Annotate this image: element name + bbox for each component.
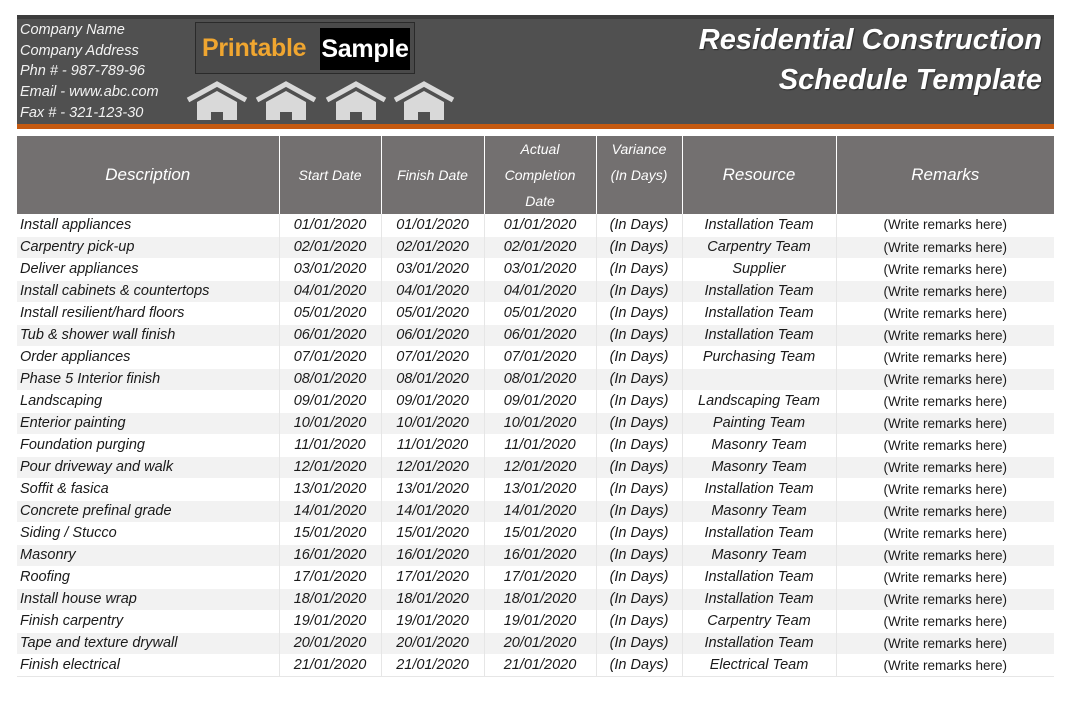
finish-date-cell[interactable]: 01/01/2020 bbox=[381, 214, 484, 236]
table-row bbox=[17, 544, 1054, 566]
header-text: Actual bbox=[520, 141, 560, 157]
table-row bbox=[17, 302, 1054, 324]
table-row bbox=[17, 346, 1054, 368]
remarks-cell[interactable]: (Write remarks here) bbox=[836, 632, 1054, 654]
variance-cell[interactable]: (In Days) bbox=[596, 390, 682, 412]
col-header-actual-completion-date bbox=[484, 136, 596, 214]
table-row bbox=[17, 610, 1054, 632]
variance-cell[interactable]: (In Days) bbox=[596, 632, 682, 654]
variance-cell[interactable]: (In Days) bbox=[596, 236, 682, 258]
start-date-cell[interactable]: 02/01/2020 bbox=[279, 236, 381, 258]
title-line-1: Residential Construction bbox=[698, 24, 1042, 56]
house-icon bbox=[324, 80, 388, 120]
resource-cell[interactable]: Installation Team bbox=[682, 588, 836, 610]
actual-completion-date-cell[interactable]: 12/01/2020 bbox=[484, 456, 596, 478]
table-header-row bbox=[17, 136, 1054, 214]
task-description[interactable]: Phase 5 Interior finish bbox=[17, 368, 279, 390]
resource-cell[interactable]: Installation Team bbox=[682, 522, 836, 544]
resource-cell[interactable]: Installation Team bbox=[682, 280, 836, 302]
task-description[interactable]: Finish carpentry bbox=[17, 610, 279, 632]
remarks-cell[interactable]: (Write remarks here) bbox=[836, 434, 1054, 456]
finish-date-cell[interactable]: 14/01/2020 bbox=[381, 500, 484, 522]
start-date-cell[interactable]: 17/01/2020 bbox=[279, 566, 381, 588]
finish-date-cell[interactable]: 05/01/2020 bbox=[381, 302, 484, 324]
col-header-description: Description bbox=[17, 136, 279, 214]
start-date-cell[interactable]: 18/01/2020 bbox=[279, 588, 381, 610]
variance-cell[interactable]: (In Days) bbox=[596, 544, 682, 566]
title-line-2: Schedule Template bbox=[778, 64, 1042, 96]
variance-cell[interactable]: (In Days) bbox=[596, 500, 682, 522]
remarks-cell[interactable]: (Write remarks here) bbox=[836, 478, 1054, 500]
resource-cell[interactable] bbox=[682, 368, 836, 390]
resource-cell[interactable]: Electrical Team bbox=[682, 654, 836, 676]
logo-text-sample: Sample bbox=[320, 28, 410, 70]
start-date-cell[interactable]: 11/01/2020 bbox=[279, 434, 381, 456]
resource-cell[interactable]: Masonry Team bbox=[682, 434, 836, 456]
finish-date-cell[interactable]: 09/01/2020 bbox=[381, 390, 484, 412]
finish-date-cell[interactable]: 11/01/2020 bbox=[381, 434, 484, 456]
remarks-cell[interactable]: (Write remarks here) bbox=[836, 390, 1054, 412]
finish-date-cell[interactable]: 13/01/2020 bbox=[381, 478, 484, 500]
task-description[interactable]: Install cabinets & countertops bbox=[17, 280, 279, 302]
remarks-cell[interactable]: (Write remarks here) bbox=[836, 566, 1054, 588]
actual-completion-date-cell[interactable]: 17/01/2020 bbox=[484, 566, 596, 588]
task-description[interactable]: Pour driveway and walk bbox=[17, 456, 279, 478]
start-date-cell[interactable]: 20/01/2020 bbox=[279, 632, 381, 654]
remarks-cell[interactable]: (Write remarks here) bbox=[836, 544, 1054, 566]
company-fax: Fax # - 321-123-30 bbox=[20, 104, 144, 121]
actual-completion-date-cell[interactable]: 01/01/2020 bbox=[484, 214, 596, 236]
table-row bbox=[17, 654, 1054, 676]
company-info bbox=[20, 20, 159, 124]
remarks-cell[interactable]: (Write remarks here) bbox=[836, 500, 1054, 522]
house-icon bbox=[392, 80, 456, 120]
variance-cell[interactable]: (In Days) bbox=[596, 588, 682, 610]
resource-cell[interactable]: Masonry Team bbox=[682, 456, 836, 478]
variance-cell[interactable]: (In Days) bbox=[596, 214, 682, 236]
actual-completion-date-cell[interactable]: 15/01/2020 bbox=[484, 522, 596, 544]
finish-date-cell[interactable]: 17/01/2020 bbox=[381, 566, 484, 588]
table-row bbox=[17, 500, 1054, 522]
resource-cell[interactable]: Installation Team bbox=[682, 302, 836, 324]
start-date-cell[interactable]: 12/01/2020 bbox=[279, 456, 381, 478]
start-date-cell[interactable]: 13/01/2020 bbox=[279, 478, 381, 500]
actual-completion-date-cell[interactable]: 02/01/2020 bbox=[484, 236, 596, 258]
resource-cell[interactable]: Purchasing Team bbox=[682, 346, 836, 368]
resource-cell[interactable]: Carpentry Team bbox=[682, 610, 836, 632]
remarks-cell[interactable]: (Write remarks here) bbox=[836, 522, 1054, 544]
variance-cell[interactable]: (In Days) bbox=[596, 280, 682, 302]
start-date-cell[interactable]: 03/01/2020 bbox=[279, 258, 381, 280]
task-description[interactable]: Concrete prefinal grade bbox=[17, 500, 279, 522]
remarks-cell[interactable]: (Write remarks here) bbox=[836, 456, 1054, 478]
remarks-cell[interactable]: (Write remarks here) bbox=[836, 368, 1054, 390]
remarks-cell[interactable]: (Write remarks here) bbox=[836, 280, 1054, 302]
finish-date-cell[interactable]: 04/01/2020 bbox=[381, 280, 484, 302]
resource-cell[interactable]: Masonry Team bbox=[682, 544, 836, 566]
start-date-cell[interactable]: 21/01/2020 bbox=[279, 654, 381, 676]
start-date-cell[interactable]: 14/01/2020 bbox=[279, 500, 381, 522]
start-date-cell[interactable]: 06/01/2020 bbox=[279, 324, 381, 346]
start-date-cell[interactable]: 01/01/2020 bbox=[279, 214, 381, 236]
resource-cell[interactable]: Painting Team bbox=[682, 412, 836, 434]
house-icon bbox=[254, 80, 318, 120]
document-title bbox=[699, 20, 1042, 100]
resource-cell[interactable]: Installation Team bbox=[682, 632, 836, 654]
start-date-cell[interactable]: 19/01/2020 bbox=[279, 610, 381, 632]
actual-completion-date-cell[interactable]: 03/01/2020 bbox=[484, 258, 596, 280]
remarks-cell[interactable]: (Write remarks here) bbox=[836, 214, 1054, 236]
task-description[interactable]: Soffit & fasica bbox=[17, 478, 279, 500]
col-header-remarks: Remarks bbox=[836, 136, 1054, 214]
remarks-cell[interactable]: (Write remarks here) bbox=[836, 412, 1054, 434]
table-row bbox=[17, 390, 1054, 412]
actual-completion-date-cell[interactable]: 11/01/2020 bbox=[484, 434, 596, 456]
resource-cell[interactable]: Installation Team bbox=[682, 324, 836, 346]
table-row bbox=[17, 434, 1054, 456]
actual-completion-date-cell[interactable]: 14/01/2020 bbox=[484, 500, 596, 522]
resource-cell[interactable]: Carpentry Team bbox=[682, 236, 836, 258]
table-row bbox=[17, 588, 1054, 610]
finish-date-cell[interactable]: 19/01/2020 bbox=[381, 610, 484, 632]
house-icon bbox=[185, 80, 249, 120]
variance-cell[interactable]: (In Days) bbox=[596, 478, 682, 500]
start-date-cell[interactable]: 15/01/2020 bbox=[279, 522, 381, 544]
task-description[interactable]: Enterior painting bbox=[17, 412, 279, 434]
task-description[interactable]: Tape and texture drywall bbox=[17, 632, 279, 654]
remarks-cell[interactable]: (Write remarks here) bbox=[836, 588, 1054, 610]
logo bbox=[195, 22, 415, 74]
task-description[interactable]: Landscaping bbox=[17, 390, 279, 412]
task-description[interactable]: Siding / Stucco bbox=[17, 522, 279, 544]
table-row bbox=[17, 280, 1054, 302]
resource-cell[interactable]: Masonry Team bbox=[682, 500, 836, 522]
table-row bbox=[17, 412, 1054, 434]
table-row bbox=[17, 324, 1054, 346]
finish-date-cell[interactable]: 15/01/2020 bbox=[381, 522, 484, 544]
remarks-cell[interactable]: (Write remarks here) bbox=[836, 610, 1054, 632]
header-text: (In Days) bbox=[610, 167, 668, 183]
finish-date-cell[interactable]: 12/01/2020 bbox=[381, 456, 484, 478]
finish-date-cell[interactable]: 06/01/2020 bbox=[381, 324, 484, 346]
task-description[interactable]: Install resilient/hard floors bbox=[17, 302, 279, 324]
actual-completion-date-cell[interactable]: 21/01/2020 bbox=[484, 654, 596, 676]
actual-completion-date-cell[interactable]: 09/01/2020 bbox=[484, 390, 596, 412]
start-date-cell[interactable]: 05/01/2020 bbox=[279, 302, 381, 324]
actual-completion-date-cell[interactable]: 20/01/2020 bbox=[484, 632, 596, 654]
finish-date-cell[interactable]: 10/01/2020 bbox=[381, 412, 484, 434]
start-date-cell[interactable]: 09/01/2020 bbox=[279, 390, 381, 412]
col-header-resource: Resource bbox=[682, 136, 836, 214]
start-date-cell[interactable]: 04/01/2020 bbox=[279, 280, 381, 302]
task-description[interactable]: Install house wrap bbox=[17, 588, 279, 610]
remarks-cell[interactable]: (Write remarks here) bbox=[836, 324, 1054, 346]
table-row bbox=[17, 368, 1054, 390]
task-description[interactable]: Install appliances bbox=[17, 214, 279, 236]
table-row bbox=[17, 456, 1054, 478]
remarks-cell[interactable]: (Write remarks here) bbox=[836, 346, 1054, 368]
table-row bbox=[17, 632, 1054, 654]
col-header-finish-date: Finish Date bbox=[381, 136, 484, 214]
variance-cell[interactable]: (In Days) bbox=[596, 434, 682, 456]
variance-cell[interactable]: (In Days) bbox=[596, 368, 682, 390]
finish-date-cell[interactable]: 07/01/2020 bbox=[381, 346, 484, 368]
start-date-cell[interactable]: 08/01/2020 bbox=[279, 368, 381, 390]
table-row bbox=[17, 214, 1054, 236]
col-header-variance bbox=[596, 136, 682, 214]
task-description[interactable]: Order appliances bbox=[17, 346, 279, 368]
table-row bbox=[17, 522, 1054, 544]
table-row bbox=[17, 236, 1054, 258]
resource-cell[interactable]: Supplier bbox=[682, 258, 836, 280]
actual-completion-date-cell[interactable]: 16/01/2020 bbox=[484, 544, 596, 566]
actual-completion-date-cell[interactable]: 05/01/2020 bbox=[484, 302, 596, 324]
accent-stripe bbox=[17, 124, 1054, 129]
actual-completion-date-cell[interactable]: 08/01/2020 bbox=[484, 368, 596, 390]
actual-completion-date-cell[interactable]: 10/01/2020 bbox=[484, 412, 596, 434]
col-header-start-date: Start Date bbox=[279, 136, 381, 214]
finish-date-cell[interactable]: 20/01/2020 bbox=[381, 632, 484, 654]
start-date-cell[interactable]: 16/01/2020 bbox=[279, 544, 381, 566]
finish-date-cell[interactable]: 02/01/2020 bbox=[381, 236, 484, 258]
start-date-cell[interactable]: 10/01/2020 bbox=[279, 412, 381, 434]
variance-cell[interactable]: (In Days) bbox=[596, 456, 682, 478]
finish-date-cell[interactable]: 08/01/2020 bbox=[381, 368, 484, 390]
table-row bbox=[17, 258, 1054, 280]
task-description[interactable]: Finish electrical bbox=[17, 654, 279, 676]
task-description[interactable]: Foundation purging bbox=[17, 434, 279, 456]
finish-date-cell[interactable]: 16/01/2020 bbox=[381, 544, 484, 566]
start-date-cell[interactable]: 07/01/2020 bbox=[279, 346, 381, 368]
task-description[interactable]: Roofing bbox=[17, 566, 279, 588]
resource-cell[interactable]: Installation Team bbox=[682, 478, 836, 500]
header-text: Variance bbox=[611, 141, 667, 157]
actual-completion-date-cell[interactable]: 06/01/2020 bbox=[484, 324, 596, 346]
task-description[interactable]: Masonry bbox=[17, 544, 279, 566]
company-email: Email - www.abc.com bbox=[20, 84, 159, 101]
remarks-cell[interactable]: (Write remarks here) bbox=[836, 258, 1054, 280]
task-description[interactable]: Deliver appliances bbox=[17, 258, 279, 280]
table-row bbox=[17, 566, 1054, 588]
company-address: Company Address bbox=[20, 42, 139, 59]
table-row bbox=[17, 478, 1054, 500]
finish-date-cell[interactable]: 18/01/2020 bbox=[381, 588, 484, 610]
actual-completion-date-cell[interactable]: 13/01/2020 bbox=[484, 478, 596, 500]
resource-cell[interactable]: Installation Team bbox=[682, 214, 836, 236]
company-phone: Phn # - 987-789-96 bbox=[20, 63, 145, 80]
actual-completion-date-cell[interactable]: 07/01/2020 bbox=[484, 346, 596, 368]
house-icons bbox=[185, 80, 465, 120]
variance-cell[interactable]: (In Days) bbox=[596, 610, 682, 632]
variance-cell[interactable]: (In Days) bbox=[596, 412, 682, 434]
variance-cell[interactable]: (In Days) bbox=[596, 654, 682, 676]
variance-cell[interactable]: (In Days) bbox=[596, 566, 682, 588]
variance-cell[interactable]: (In Days) bbox=[596, 302, 682, 324]
task-description[interactable]: Tub & shower wall finish bbox=[17, 324, 279, 346]
actual-completion-date-cell[interactable]: 19/01/2020 bbox=[484, 610, 596, 632]
variance-cell[interactable]: (In Days) bbox=[596, 258, 682, 280]
company-name: Company Name bbox=[20, 22, 125, 38]
variance-cell[interactable]: (In Days) bbox=[596, 324, 682, 346]
logo-text-printable: Printable bbox=[202, 34, 307, 62]
task-description[interactable]: Carpentry pick-up bbox=[17, 236, 279, 258]
finish-date-cell[interactable]: 03/01/2020 bbox=[381, 258, 484, 280]
finish-date-cell[interactable]: 21/01/2020 bbox=[381, 654, 484, 676]
schedule-table bbox=[17, 136, 1054, 677]
remarks-cell[interactable]: (Write remarks here) bbox=[836, 236, 1054, 258]
variance-cell[interactable]: (In Days) bbox=[596, 346, 682, 368]
actual-completion-date-cell[interactable]: 04/01/2020 bbox=[484, 280, 596, 302]
remarks-cell[interactable]: (Write remarks here) bbox=[836, 302, 1054, 324]
variance-cell[interactable]: (In Days) bbox=[596, 522, 682, 544]
header-text: Date bbox=[525, 193, 555, 209]
resource-cell[interactable]: Landscaping Team bbox=[682, 390, 836, 412]
actual-completion-date-cell[interactable]: 18/01/2020 bbox=[484, 588, 596, 610]
header-text: Completion bbox=[504, 167, 576, 183]
remarks-cell[interactable]: (Write remarks here) bbox=[836, 654, 1054, 676]
resource-cell[interactable]: Installation Team bbox=[682, 566, 836, 588]
